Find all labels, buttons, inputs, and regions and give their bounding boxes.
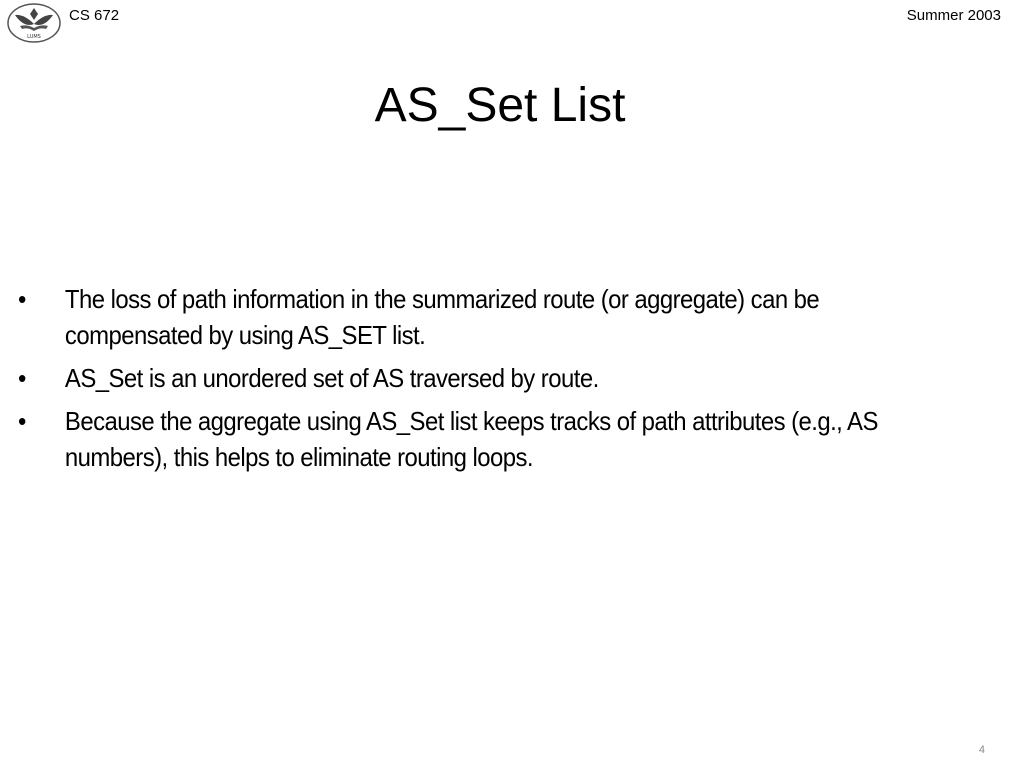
slide-title: AS_Set List xyxy=(374,79,626,132)
bullet-text: AS_Set is an unordered set of AS traversed by route. xyxy=(64,363,599,393)
lums-emblem-icon xyxy=(6,2,62,44)
bullet-text: The loss of path information in the summarized route (or aggregate) can be compensated by using AS_SET list. xyxy=(64,284,820,350)
page-number: 4 xyxy=(978,744,985,756)
bullet-icon: • xyxy=(18,406,26,436)
bullet-item xyxy=(18,281,901,353)
bullet-item xyxy=(18,360,901,396)
course-code: CS 672 xyxy=(69,7,120,24)
term-label: Summer 2003 xyxy=(906,7,1001,24)
bullet-text: Because the aggregate using AS_Set list keeps tracks of path attributes (e.g., AS numbers), this helps to eliminate routing loops. xyxy=(64,406,878,472)
bullet-list xyxy=(18,281,978,482)
logo-text: LUMS xyxy=(27,34,41,40)
bullet-icon: • xyxy=(18,363,26,393)
bullet-item xyxy=(18,403,901,475)
bullet-icon: • xyxy=(18,284,26,314)
